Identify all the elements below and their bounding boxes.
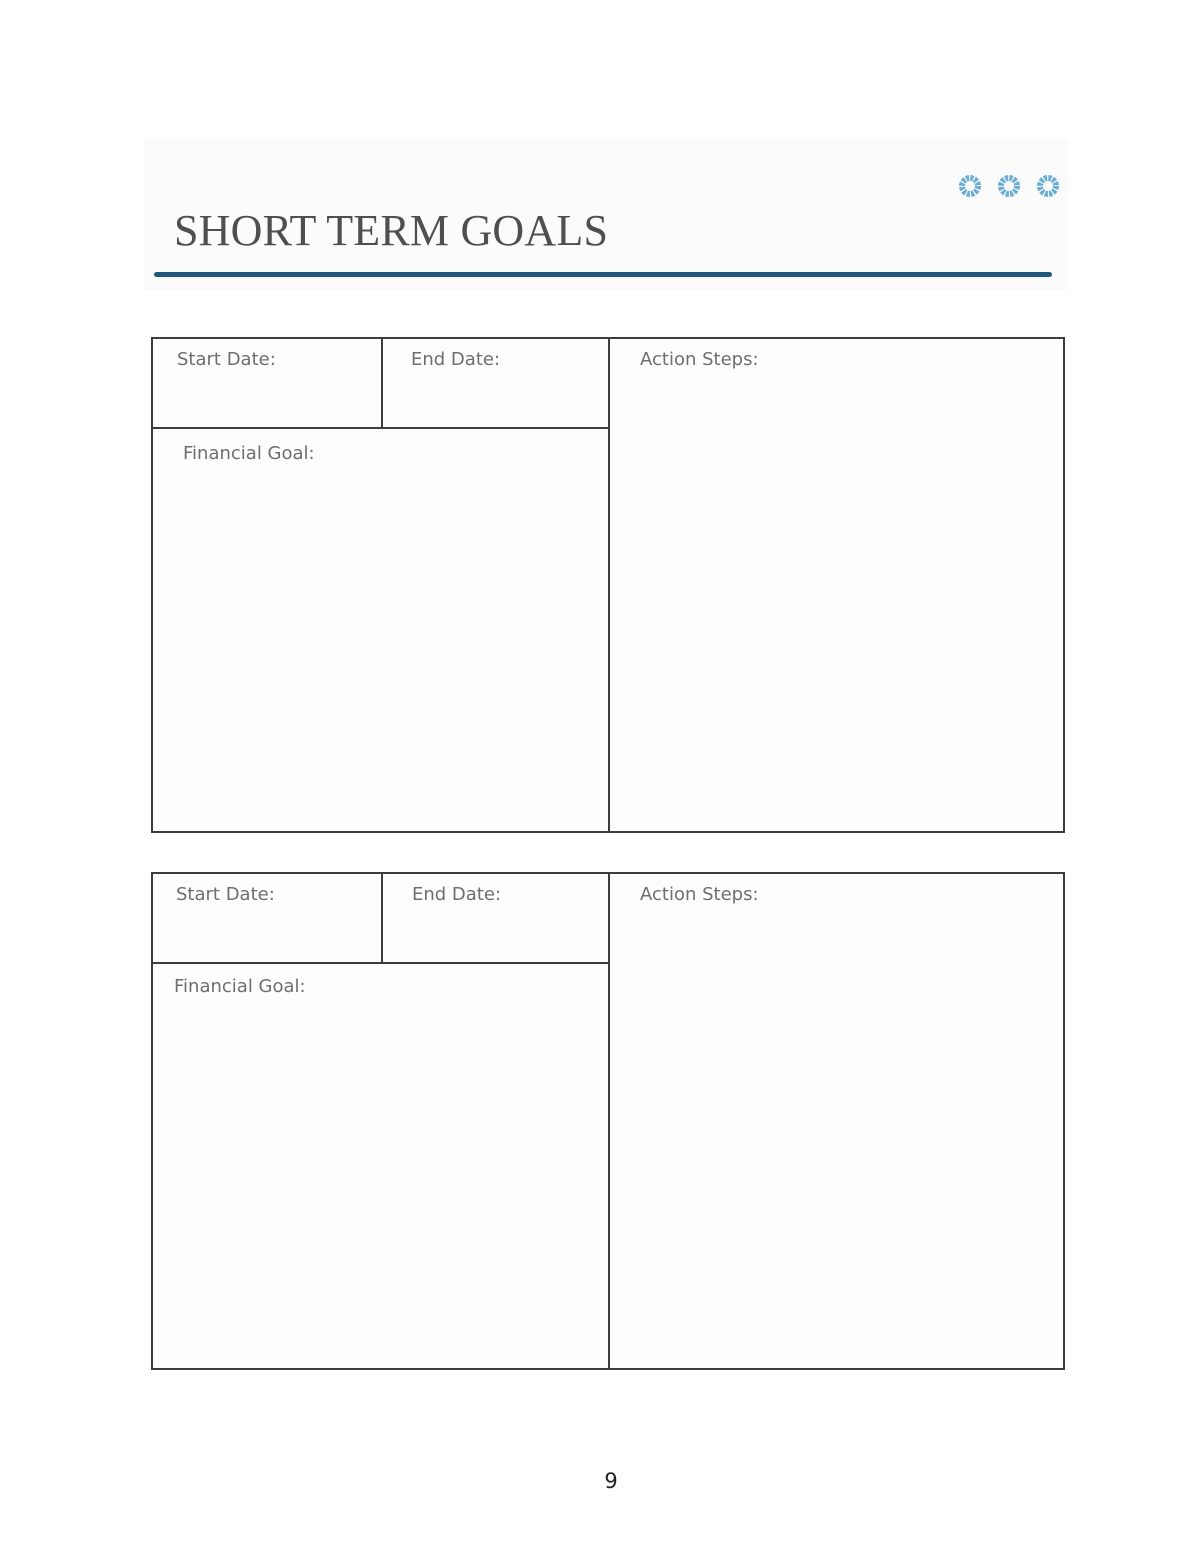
end-date-field[interactable]: End Date: — [411, 349, 501, 370]
start-date-field[interactable]: Start Date: — [176, 884, 275, 905]
action-steps-field[interactable]: Action Steps: — [640, 884, 759, 905]
column-divider — [608, 339, 610, 831]
ring-dot-icon — [1001, 178, 1017, 194]
date-divider — [381, 874, 383, 963]
goal-block-1 — [151, 337, 1065, 833]
financial-goal-field[interactable]: Financial Goal: — [174, 976, 306, 997]
date-row-divider — [153, 962, 610, 964]
goal-block-2 — [151, 872, 1065, 1370]
column-divider — [608, 874, 610, 1368]
title-underline — [154, 272, 1052, 277]
page-number: 9 — [604, 1469, 618, 1493]
start-date-field[interactable]: Start Date: — [177, 349, 276, 370]
date-divider — [381, 339, 383, 428]
date-row-divider — [153, 427, 610, 429]
end-date-field[interactable]: End Date: — [412, 884, 502, 905]
page-title: SHORT TERM GOALS — [174, 206, 609, 255]
financial-goal-field[interactable]: Financial Goal: — [183, 443, 315, 464]
ring-dots-icon — [954, 170, 1066, 202]
ring-dot-icon — [1040, 178, 1056, 194]
action-steps-field[interactable]: Action Steps: — [640, 349, 759, 370]
ring-dot-icon — [962, 178, 978, 194]
